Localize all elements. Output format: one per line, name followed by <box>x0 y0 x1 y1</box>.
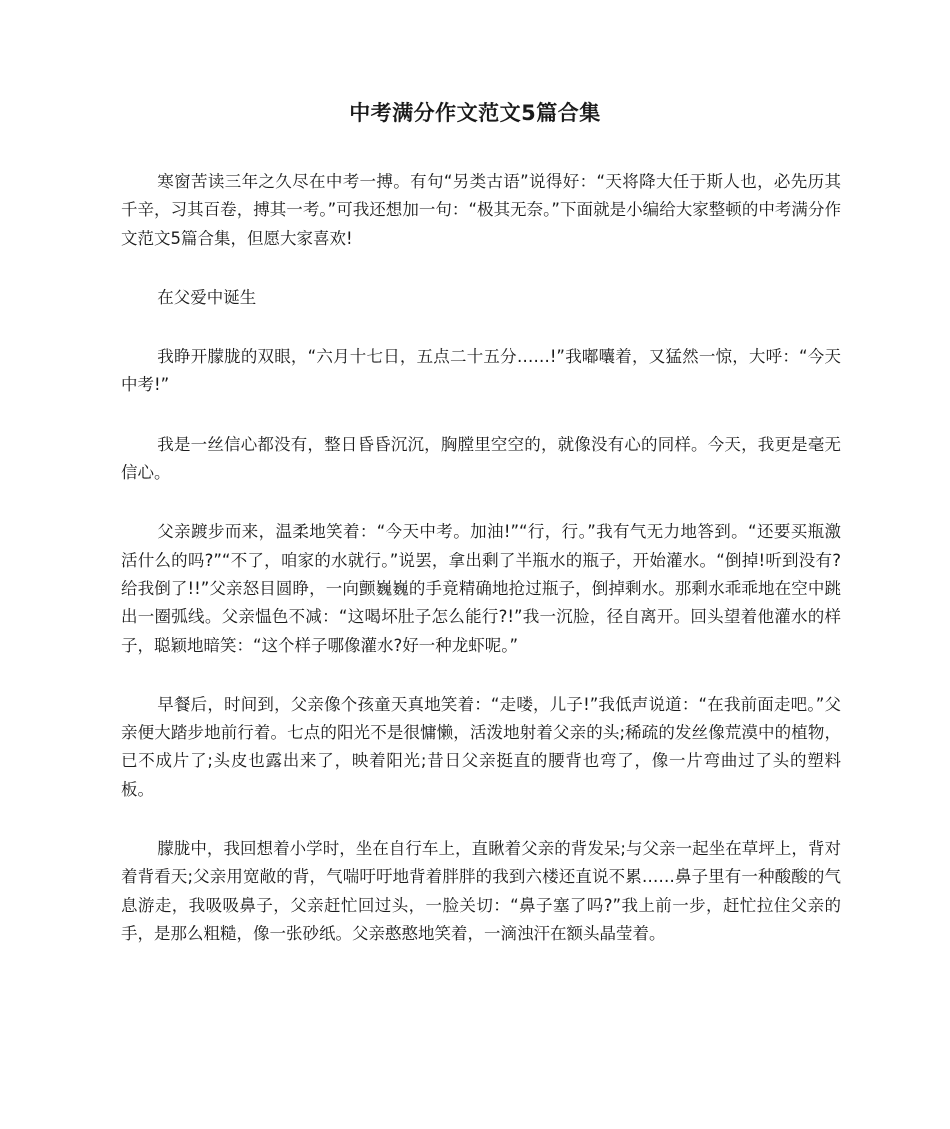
body-paragraph: 早餐后，时间到，父亲像个孩童天真地笑着：“走喽，儿子!”我低声说道：“在我前面走吧。”父亲便大踏步地前行着。七点的阳光不是很慵懒，活泼地射着父亲的头;稀疏的发丝像荒漠中的植物，已不成片了;头皮也露出来了，映着阳光;昔日父亲挺直的腰背也弯了，像一片弯曲过了头的塑料板。 <box>121 694 841 799</box>
body-paragraph: 朦胧中，我回想着小学时，坐在自行车上，直瞅着父亲的背发呆;与父亲一起坐在草坪上，背对着背看天;父亲用宽敞的背，气喘吁吁地背着胖胖的我到六楼还直说不累……鼻子里有一种酸酸的气息游走，我吸吸鼻子，父亲赶忙回过头，一脸关切：“鼻子塞了吗?”我上前一步，赶忙拉住父亲的手，是那么粗糙，像一张砂纸。父亲憨憨地笑着，一滴浊汗在额头晶莹着。 <box>121 839 841 943</box>
body-paragraph: 我睁开朦胧的双眼，“六月十七日，五点二十五分……!”我嘟囔着，又猛然一惊，大呼：“今天中考!” <box>121 347 841 395</box>
document-body <box>121 168 841 979</box>
body-paragraph: 我是一丝信心都没有，整日昏昏沉沉，胸膛里空空的，就像没有心的同样。今天，我更是毫无信心。 <box>121 434 841 483</box>
document-title: 中考满分作文范文5篇合集 <box>349 101 601 125</box>
intro-paragraph: 寒窗苦读三年之久尽在中考一搏。有句“另类古语”说得好：“天将降大任于斯人也，必先历其千辛，习其百卷，搏其一考。”可我还想加一句：“极其无奈。”下面就是小编给大家整顿的中考满分作文范文5篇合集，但愿大家喜欢! <box>121 172 841 248</box>
body-paragraph: 父亲踱步而来，温柔地笑着：“今天中考。加油!”“行，行。”我有气无力地答到。“还要买瓶激活什么的吗?”“不了，咱家的水就行。”说罢，拿出剩了半瓶水的瓶子，开始灌水。“倒掉!听到没有?给我倒了!!”父亲怒目圆睁，一向颤巍巍的手竟精确地抢过瓶子，倒掉剩水。那剩水乖乖地在空中跳出一圈弧线。父亲愠色不减：“这喝坏肚子怎么能行?!”我一沉脸，径自离开。回头望着他灌水的样子，聪颖地暗笑：“这个样子哪像灌水?好一种龙虾呢。” <box>121 522 841 655</box>
essay-heading: 在父爱中诞生 <box>157 287 257 307</box>
